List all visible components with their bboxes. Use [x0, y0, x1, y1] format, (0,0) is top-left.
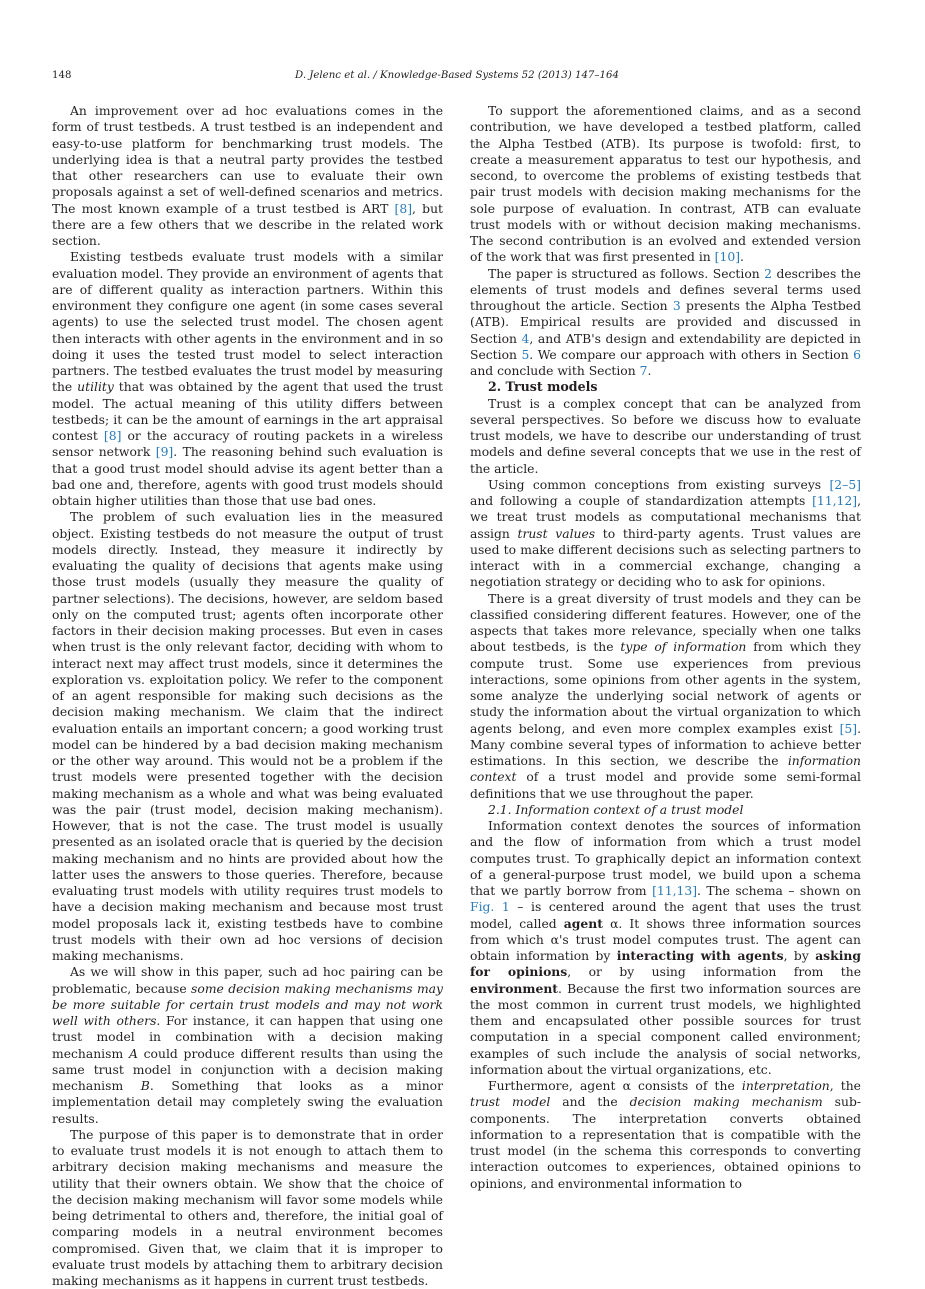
citation-link[interactable]: [11,13]: [652, 884, 698, 898]
paragraph: Information context denotes the sources of information and the flow of information from which a trust model computes trust. To graphically depict an information context of a general-purpose trust model, we build upon a schema that we partly borrow from [11,13]. The schema – shown on Fig. 1 – is centered around the agent that uses the trust model, called agent α. It shows three information sources from which α's trust model computes trust. The agent can obtain information by interacting with agents, by asking for opinions, or by using information from the environment. Because the first two information sources are the most common in current trust models, we highlighted them and encapsulated other possible sources for trust computation in a special component called environment; examples of such include the analysis of social networks, information about the virtual organizations, etc.: [470, 819, 862, 1077]
section-link[interactable]: 4: [521, 331, 530, 346]
section-heading: 2. Trust models: [488, 379, 598, 395]
citation-link[interactable]: [10]: [714, 250, 741, 265]
paragraph: Existing testbeds evaluate trust models with a similar evaluation model. They provide an environment of agents that are of different quality as interaction partners. Within this environment they configure one agent (in some cases several agents) to use the selected trust model. The chosen agent then interacts with other agents in the environment and in so doing it uses the tested trust model to select interaction partners. The testbed evaluates the trust model by measuring the utility that was obtained by the agent that used the trust model. The actual meaning of this utility differs between testbeds; it can be the amount of earnings in the art appraisal contest [8] or the accuracy of routing packets in a wireless sensor network [9]. The reasoning behind such evaluation is that a good trust model should advise its agent better than a bad one and, therefore, agents with good trust models should obtain higher utilities than those that use bad ones.: [52, 250, 444, 508]
paragraph: The paper is structured as follows. Section 2 describes the elements of trust models and defines several terms used throughout the article. Section 3 presents the Alpha Testbed (ATB). Empirical results are provided and discussed in Section 4, and ATB's design and extendability are depicted in Section 5. We compare our approach with others in Section 6 and conclude with Section 7.: [470, 266, 861, 378]
paragraph: The purpose of this paper is to demonstrate that in order to evaluate trust models it is not enough to attach them to arbitrary decision making mechanisms and measure the utility that their owners obtain. We show that the choice of the decision making mechanism will favor some models while being detrimental to others and, therefore, the initial goal of comparing models in a neutral environment becomes compromised. Given that, we claim that it is improper to evaluate trust models by attaching them to arbitrary decision making mechanisms as it happens in current trust testbeds.: [52, 1127, 443, 1288]
section-link[interactable]: 7: [639, 364, 648, 378]
section-link[interactable]: 6: [853, 347, 861, 362]
page-header: [52, 70, 862, 88]
paragraph: Trust is a complex concept that can be analyzed from several perspectives. So before we discuss how to evaluate trust models, we have to describe our understanding of trust models and define several concepts that we use in the rest of the article.: [470, 396, 861, 476]
left-column: [52, 103, 443, 1289]
citation-link[interactable]: [5]: [839, 721, 858, 736]
running-head: D. Jelenc et al. / Knowledge-Based Systems 52 (2013) 147–164: [295, 70, 619, 81]
paragraph: Furthermore, agent α consists of the interpretation, the trust model and the decision making mechanism sub-components. The interpretation converts obtained information to a representation that is compatible with the trust model (in the schema this corresponds to converting interaction outcomes to experiences, obtained opinions to opinions, and environmental information to: [470, 1079, 862, 1191]
paragraph: There is a great diversity of trust models and they can be classified considering different features. However, one of the aspects that takes more relevance, specially when one talks about testbeds, is the type of information from which they compute trust. Some use experiences from previous interactions, some opinions from other agents in the system, some analyze the underlying social network of agents or study the information about the virtual organization to which agents belong, and even more complex examples exist [5]. Many combine several types of information to achieve better estimations. In this section, we describe the information context of a trust model and provide some semi-formal definitions that we use throughout the paper.: [470, 591, 861, 801]
paragraph: As we will show in this paper, such ad hoc pairing can be problematic, because some decision making mechanisms may be more suitable for certain trust models and may not work well with others. For instance, it can happen that using one trust model in combination with a decision making mechanism A could produce different results than using the same trust model in conjunction with a decision making mechanism B. Something that looks as a minor implementation detail may completely swing the evaluation results.: [52, 965, 444, 1126]
paragraph: Using common conceptions from existing surveys [2–5] and following a couple of standardization attempts [11,12], we treat trust models as computational mechanisms that assign trust values to third-party agents. Trust values are used to make different decisions such as selecting partners to interact with in a commercial exchange, changing a negotiation strategy or deciding who to ask for opinions.: [470, 477, 861, 590]
section-link[interactable]: 2: [764, 266, 773, 281]
paragraph: An improvement over ad hoc evaluations comes in the form of trust testbeds. A trust testbed is an independent and easy-to-use platform for benchmarking trust models. The underlying idea is that a neutral party provides the testbed that other researchers can use to evaluate their own proposals against a set of well-defined scenarios and metrics. The most known example of a trust testbed is ART [8], but there are a few others that we describe in the related work section.: [52, 104, 443, 248]
paragraph: To support the aforementioned claims, and as a second contribution, we have developed a testbed platform, called the Alpha Testbed (ATB). Its purpose is twofold: first, to create a measurement apparatus to test our hypothesis, and second, to overcome the problems of existing testbeds that pair trust models with decision making mechanisms for the sole purpose of evaluation. In contrast, ATB can evaluate trust models with or without decision making mechanisms. The second contribution is an evolved and extended version of the work that was first presented in [10].: [470, 104, 861, 265]
paragraph: The problem of such evaluation lies in the measured object. Existing testbeds do not measure the output of trust models directly. Instead, they measure it indirectly by evaluating the quality of decisions that agents make using those trust models (usually they measure the quality of partner selections). The decisions, however, are seldom based only on the computed trust; agents often incorporate other factors in their decision making processes. But even in cases when trust is the only relevant factor, deciding with whom to interact next may affect trust models, since it determines the exploration vs. exploitation policy. We refer to the component of an agent responsible for making such decisions as the decision making mechanism. We claim that the indirect evaluation entails an important concern; a good working trust model can be hindered by a bad decision making mechanism or the other way around. This would not be a problem if the trust models were presented together with the decision making mechanism as a whole and what was being evaluated was the pair (trust model, decision making mechanism). However, that is not the case. The trust model is usually presented as an isolated oracle that is queried by the decision making mechanism and no hints are provided about how the latter uses the answers to those queries. Therefore, because evaluating trust models with utility requires trust models to have a decision making mechanism and because most trust model proposals lack it, existing testbeds have to combine trust models with their own ad hoc versions of decision making mechanisms.: [52, 510, 443, 963]
page-number: 148: [52, 70, 72, 81]
citation-link[interactable]: [8]: [394, 201, 413, 216]
section-link[interactable]: 3: [672, 299, 681, 313]
subsection-heading: 2.1. Information context of a trust model: [488, 802, 744, 817]
citation-link[interactable]: [2–5]: [829, 477, 861, 492]
citation-link[interactable]: [8]: [103, 429, 122, 443]
right-column: [470, 103, 861, 1192]
section-link[interactable]: 5: [521, 347, 530, 362]
citation-link[interactable]: [9]: [155, 445, 174, 460]
figure-link[interactable]: Fig. 1: [470, 900, 510, 915]
citation-link[interactable]: [11,12]: [812, 494, 858, 508]
